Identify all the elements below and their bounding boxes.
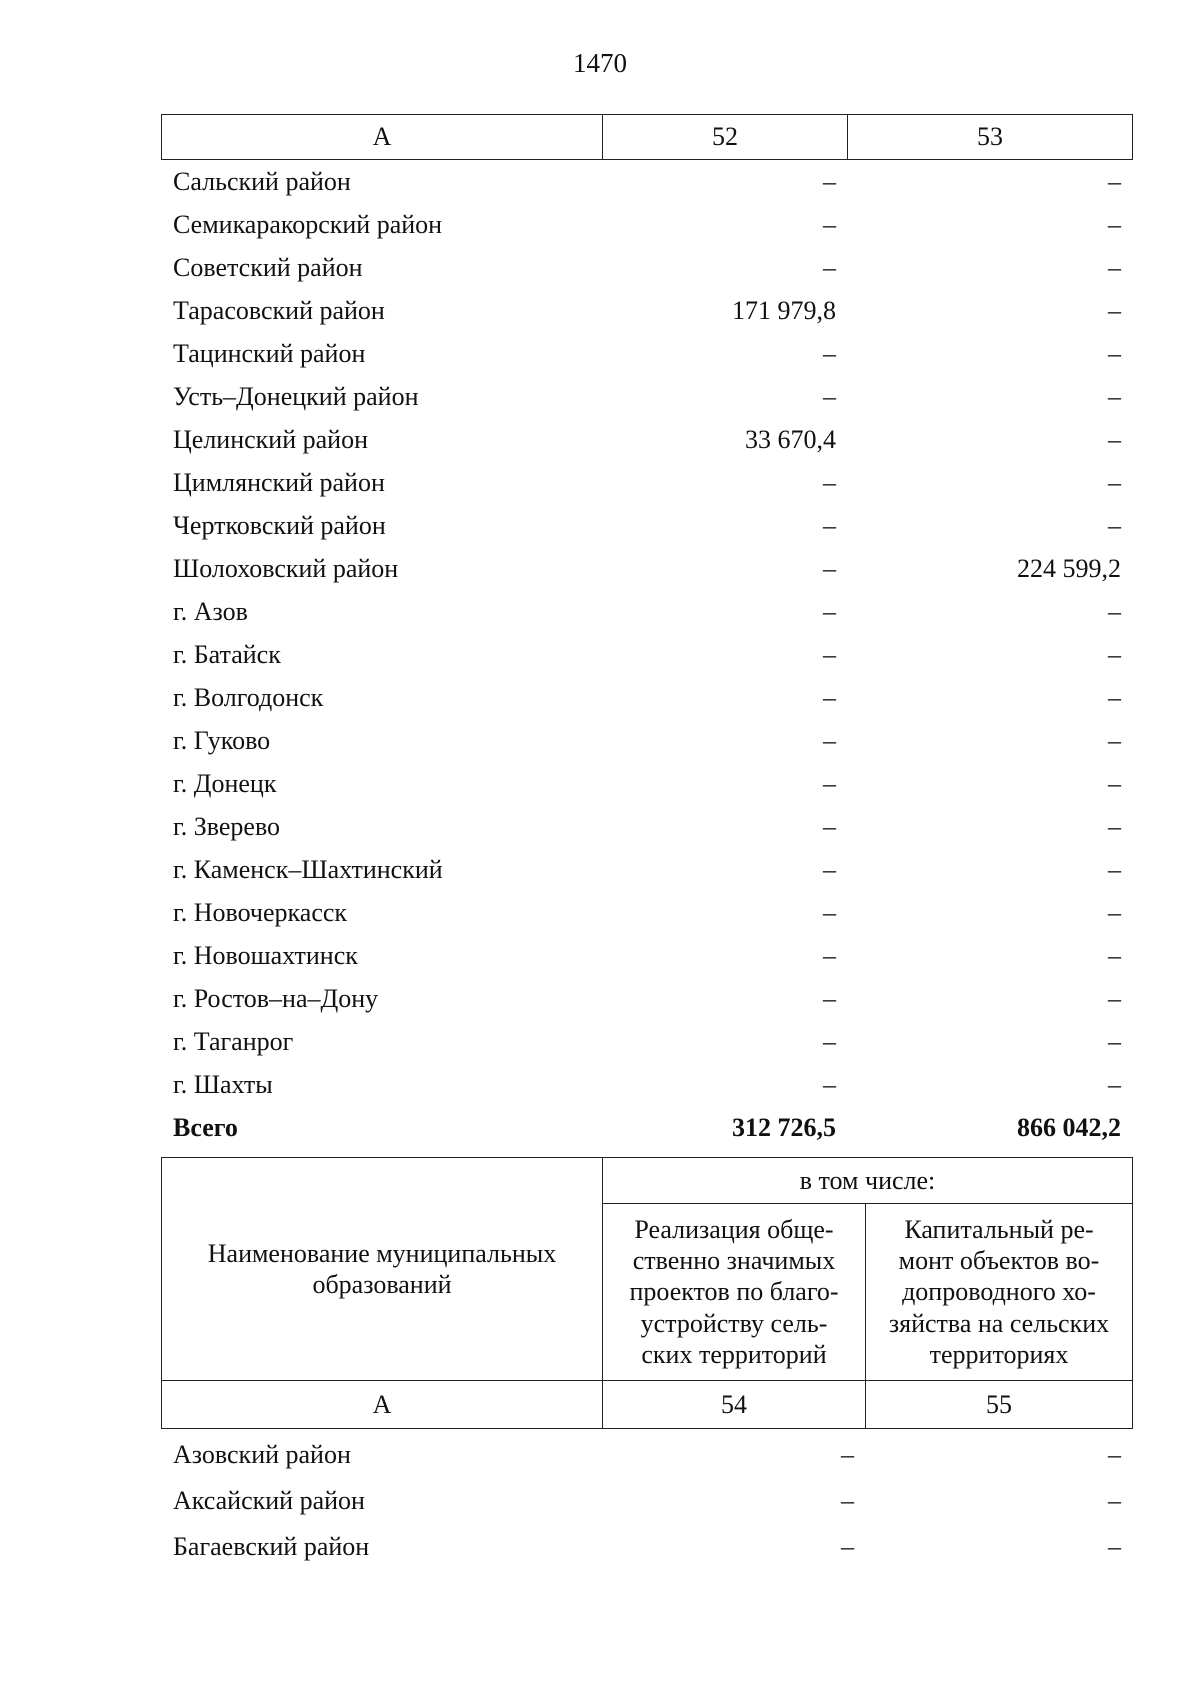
t2-col55-header — [866, 1204, 1133, 1381]
row-name: г. Гуково — [173, 725, 271, 755]
table-row — [161, 375, 1132, 418]
row-value-c55: – — [1108, 1486, 1121, 1515]
header-line: устройству сель- — [640, 1308, 828, 1338]
row-value-c53: – — [1108, 682, 1121, 712]
table-row — [161, 547, 1132, 590]
row-name: г. Каменск–Шахтинский — [173, 854, 443, 884]
row-name: Тарасовский район — [173, 295, 385, 325]
row-name: г. Азов — [173, 596, 248, 626]
table-row — [161, 332, 1132, 375]
table-row — [161, 891, 1132, 934]
table-row — [161, 805, 1132, 848]
row-value-c53: – — [1108, 1026, 1121, 1056]
row-value-c53: – — [1108, 854, 1121, 884]
row-value-c52: – — [823, 381, 836, 411]
row-value-c53: – — [1108, 940, 1121, 970]
table-row — [161, 1524, 1132, 1570]
table-row — [161, 461, 1132, 504]
table2-header — [161, 1157, 1132, 1429]
row-value-c53: – — [1108, 725, 1121, 755]
table-row — [161, 633, 1132, 676]
row-value-c52: – — [823, 854, 836, 884]
header-line: территориях — [929, 1339, 1069, 1369]
row-name: г. Шахты — [173, 1069, 273, 1099]
t2-number-col-a: А — [162, 1381, 603, 1429]
row-value-c53: – — [1108, 295, 1121, 325]
row-name: г. Ростов–на–Дону — [173, 983, 379, 1013]
header-line: зяйства на сельских — [888, 1308, 1110, 1338]
row-value-c52: – — [823, 725, 836, 755]
page-number: 1470 — [573, 48, 627, 78]
table-row — [161, 1020, 1132, 1063]
header-line: образований — [312, 1270, 452, 1299]
row-value-c53: – — [1108, 768, 1121, 798]
row-name: Семикаракорский район — [173, 209, 443, 239]
table-row — [161, 590, 1132, 633]
row-name: г. Волгодонск — [173, 682, 324, 712]
table-row — [161, 160, 1132, 203]
row-value-c52: 171 979,8 — [732, 295, 836, 325]
row-name: Чертковский район — [173, 510, 386, 540]
row-value-c53: – — [1108, 467, 1121, 497]
row-value-c52: – — [823, 209, 836, 239]
table-row — [161, 1063, 1132, 1106]
row-value-c53: – — [1108, 209, 1121, 239]
table-row — [161, 203, 1132, 246]
row-value-c52: – — [823, 682, 836, 712]
row-name: Аксайский район — [173, 1486, 365, 1515]
t2-col55-header-text — [870, 1214, 1128, 1370]
t2-col54-header — [603, 1204, 866, 1381]
table-row — [161, 504, 1132, 547]
row-name: Тацинский район — [173, 338, 366, 368]
table-row — [161, 289, 1132, 332]
row-value-c53: – — [1108, 639, 1121, 669]
row-name: г. Новочеркасск — [173, 897, 348, 927]
table-row — [161, 719, 1132, 762]
row-value-c52: – — [823, 811, 836, 841]
row-value-c54: – — [841, 1532, 854, 1561]
row-value-c53: – — [1108, 381, 1121, 411]
table-row — [161, 762, 1132, 805]
header-line: ственно значимых — [632, 1246, 836, 1276]
total-c52: 312 726,5 — [732, 1112, 836, 1142]
row-value-c52: – — [823, 940, 836, 970]
header-line: Реализация обще- — [634, 1215, 834, 1245]
total-row — [161, 1106, 1132, 1149]
row-value-c52: – — [823, 639, 836, 669]
row-value-c55: – — [1108, 1440, 1121, 1469]
row-value-c53: – — [1108, 166, 1121, 196]
row-name: Багаевский район — [173, 1532, 370, 1561]
row-value-c52: – — [823, 467, 836, 497]
table-row — [161, 1432, 1132, 1478]
row-value-c54: – — [841, 1440, 854, 1469]
t1-header-col-52: 52 — [603, 115, 848, 160]
row-value-c52: – — [823, 983, 836, 1013]
row-value-c53: – — [1108, 424, 1121, 454]
t2-name-header-text — [166, 1238, 598, 1300]
row-name: Сальский район — [173, 166, 351, 196]
row-name: г. Таганрог — [173, 1026, 294, 1056]
row-value-c53: – — [1108, 338, 1121, 368]
row-value-c53: – — [1108, 983, 1121, 1013]
row-value-c52: – — [823, 166, 836, 196]
table1-header — [161, 114, 1132, 160]
t2-name-header — [162, 1158, 603, 1381]
row-value-c53: – — [1108, 252, 1121, 282]
t1-header-col-a: А — [162, 115, 603, 160]
row-name: Азовский район — [173, 1440, 351, 1469]
row-value-c52: – — [823, 1026, 836, 1056]
row-name: Шолоховский район — [173, 553, 399, 583]
row-value-c53: – — [1108, 811, 1121, 841]
row-value-c55: – — [1108, 1532, 1121, 1561]
row-value-c52: – — [823, 510, 836, 540]
table-row — [161, 848, 1132, 891]
header-line: Капитальный ре- — [904, 1215, 1094, 1245]
row-value-c52: – — [823, 768, 836, 798]
t2-number-col-55: 55 — [866, 1381, 1133, 1429]
table-row — [161, 246, 1132, 289]
t1-header-col-53: 53 — [848, 115, 1133, 160]
t2-group-header: в том числе: — [603, 1158, 1133, 1204]
row-value-c52: – — [823, 596, 836, 626]
header-line: монт объектов во- — [898, 1246, 1100, 1276]
table-row — [161, 418, 1132, 461]
row-name: г. Зверево — [173, 811, 281, 841]
table-row — [161, 977, 1132, 1020]
row-name: Цимлянский район — [173, 467, 385, 497]
table-row — [161, 934, 1132, 977]
header-line: ских территорий — [641, 1339, 827, 1369]
row-value-c54: – — [841, 1486, 854, 1515]
table2-body — [161, 1432, 1132, 1570]
t2-number-col-54: 54 — [603, 1381, 866, 1429]
row-value-c52: 33 670,4 — [745, 424, 836, 454]
row-value-c52: – — [823, 338, 836, 368]
row-value-c52: – — [823, 1069, 836, 1099]
row-name: г. Батайск — [173, 639, 281, 669]
row-value-c52: – — [823, 897, 836, 927]
row-name: г. Новошахтинск — [173, 940, 358, 970]
row-value-c53: – — [1108, 510, 1121, 540]
row-name: Целинский район — [173, 424, 368, 454]
row-value-c52: – — [823, 252, 836, 282]
row-value-c52: – — [823, 553, 836, 583]
row-name: Усть–Донецкий район — [173, 381, 419, 411]
row-value-c53: – — [1108, 897, 1121, 927]
header-line: проектов по благо- — [629, 1277, 839, 1307]
table1-body — [161, 160, 1132, 1149]
header-line: допроводного хо- — [902, 1277, 1096, 1307]
row-value-c53: – — [1108, 596, 1121, 626]
row-name: г. Донецк — [173, 768, 277, 798]
total-c53: 866 042,2 — [1017, 1112, 1121, 1142]
row-value-c53: 224 599,2 — [1017, 553, 1121, 583]
row-name: Советский район — [173, 252, 363, 282]
t2-col54-header-text — [607, 1214, 861, 1370]
table-row — [161, 1478, 1132, 1524]
row-value-c53: – — [1108, 1069, 1121, 1099]
header-line: Наименование муниципальных — [207, 1238, 557, 1268]
total-label: Всего — [173, 1112, 238, 1142]
table-row — [161, 676, 1132, 719]
